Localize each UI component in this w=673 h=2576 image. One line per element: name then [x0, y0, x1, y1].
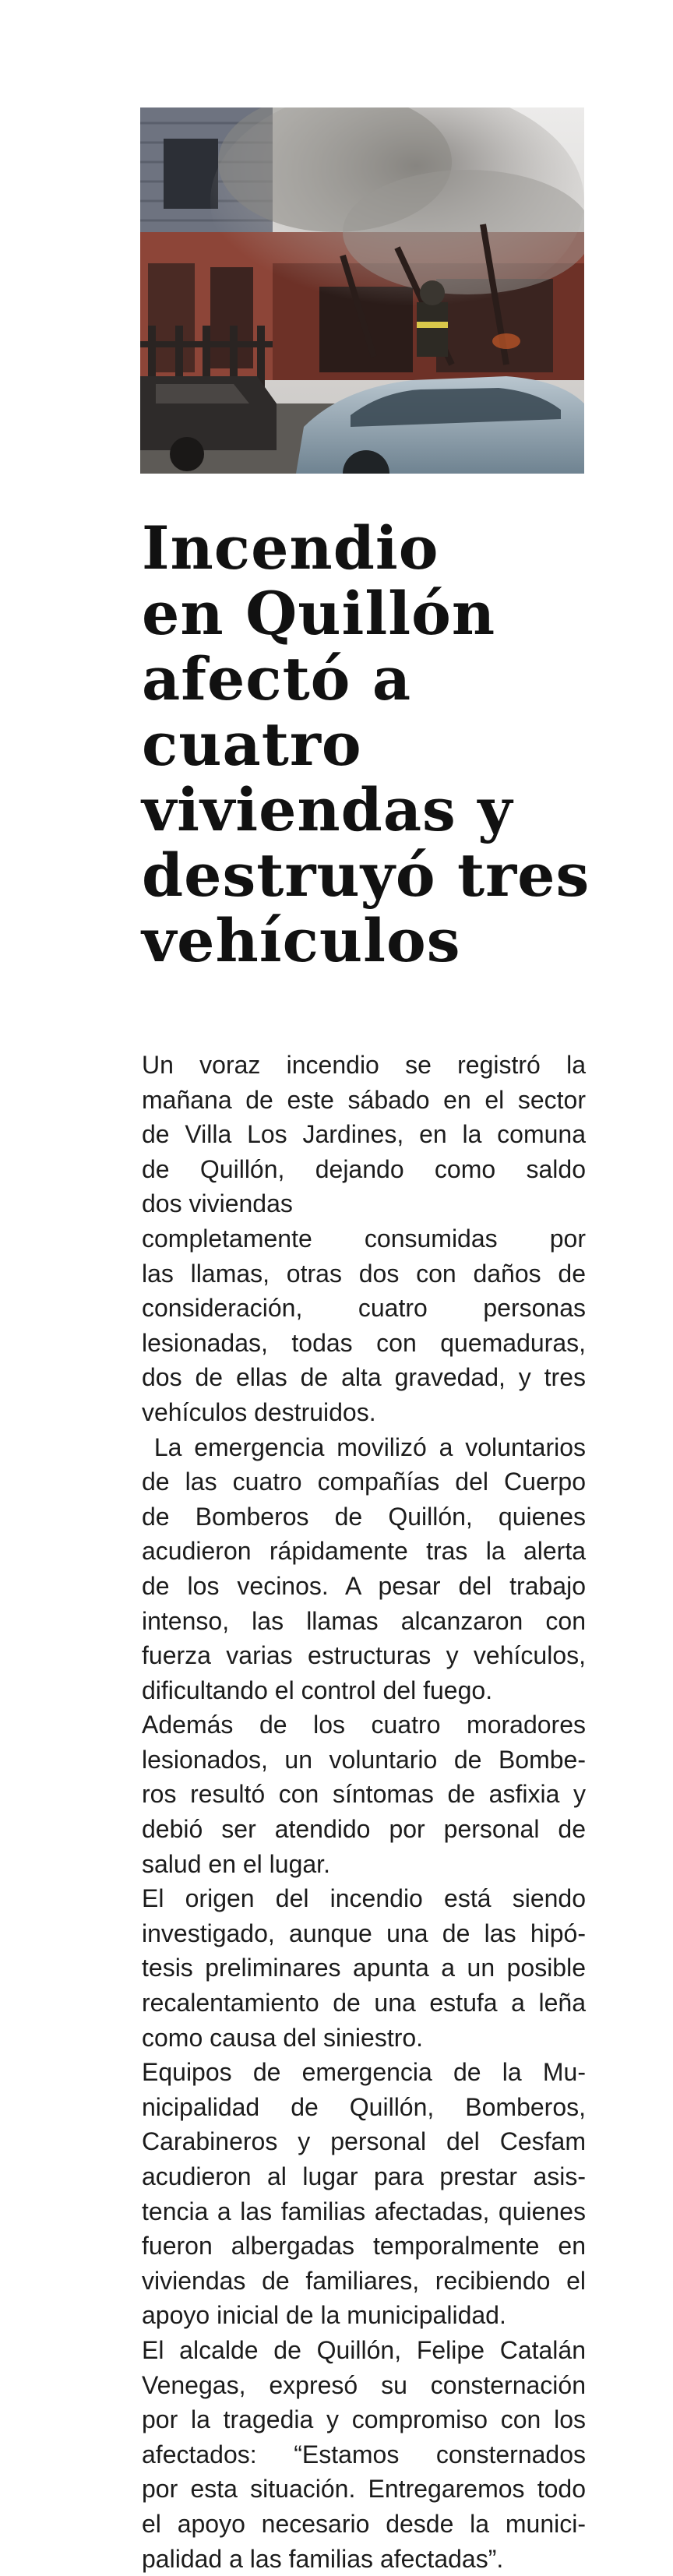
text-line: de los vecinos. A pesar del trabajo: [142, 1571, 586, 1600]
text-line: Además de los cuatro moradores: [142, 1711, 586, 1739]
text-line: fuerza varias estructuras y vehículos,: [142, 1641, 586, 1670]
text-line: el apoyo necesario desde la munici-: [142, 2509, 586, 2538]
article-headline: [142, 513, 609, 975]
text-line: acudieron rápidamente tras la alerta: [142, 1537, 586, 1566]
text-line: tesis preliminares apunta a un posible: [142, 1954, 586, 1982]
text-line: debió ser atendido por personal de: [142, 1815, 586, 1844]
text-line: consideración, cuatro personas: [142, 1294, 586, 1323]
headline-line: viviendas y: [142, 775, 513, 844]
text-line: por la tragedia y compromiso con los: [142, 2405, 586, 2434]
text-line: lesionadas, todas con quemaduras,: [142, 1328, 586, 1357]
text-line: viviendas de familiares, recibiendo el: [142, 2266, 586, 2295]
text-line: ros resultó con síntomas de asfixia y: [142, 1780, 586, 1809]
article-body: [142, 1048, 586, 2576]
text-line: mañana de este sábado en el sector: [142, 1085, 586, 1114]
text-line: Equipos de emergencia de la Mu-: [142, 2058, 586, 2087]
text-line: fueron albergadas temporalmente en: [142, 2232, 586, 2261]
text-line: Un voraz incendio se registró la: [142, 1051, 586, 1079]
headline-line: en Quillón: [142, 579, 496, 648]
article-paragraph: [142, 1430, 586, 1708]
article-paragraph: [142, 2055, 586, 2333]
fire-scene-photo-icon: [140, 107, 584, 474]
text-line: dificultando el control del fuego.: [142, 1676, 493, 1704]
text-line: Venegas, expresó su consternación: [142, 2370, 586, 2399]
text-line: las llamas, otras dos con daños de: [142, 1259, 586, 1288]
text-line: El alcalde de Quillón, Felipe Catalán: [142, 2335, 586, 2364]
text-line: afectados: “Estamos consternados: [142, 2440, 586, 2469]
article-paragraph: [142, 1881, 586, 2055]
text-line: investigado, aunque una de las hipó-: [142, 1919, 586, 1947]
text-line: nicipalidad de Quillón, Bomberos,: [142, 2092, 586, 2121]
headline-line: Incendio: [142, 513, 439, 583]
text-line: como causa del siniestro.: [142, 2023, 424, 2052]
text-line: acudieron al lugar para prestar asis-: [142, 2162, 586, 2190]
text-line: vehículos destruidos.: [142, 1397, 376, 1426]
article-paragraph: [142, 1707, 586, 1881]
text-line: tencia a las familias afectadas, quienes: [142, 2197, 586, 2225]
headline-line: afectó a: [142, 644, 412, 714]
text-line: por esta situación. Entregaremos todo: [142, 2475, 586, 2504]
text-line: El origen del incendio está siendo: [142, 1884, 586, 1913]
text-line: apoyo inicial de la municipalidad.: [142, 2301, 506, 2330]
text-line: dos viviendas: [142, 1189, 293, 1218]
article-paragraph: [142, 2333, 586, 2576]
text-line: intenso, las llamas alcanzaron con: [142, 1606, 586, 1635]
text-line: de Villa Los Jardines, en la comuna: [142, 1120, 586, 1149]
text-line: recalentamiento de una estufa a leña: [142, 1989, 586, 2017]
headline-line: cuatro: [142, 710, 362, 779]
headline-line: destruyó tres: [142, 840, 590, 910]
text-line: palidad a las familias afectadas”.: [142, 2544, 504, 2573]
text-line: de las cuatro compañías del Cuerpo: [142, 1468, 586, 1496]
text-line: de Quillón, dejando como saldo: [142, 1154, 586, 1183]
text-line: completamente consumidas por: [142, 1224, 586, 1253]
article-photo: [140, 107, 584, 474]
text-line: salud en el lugar.: [142, 1849, 330, 1878]
text-line: dos de ellas de alta gravedad, y tres: [142, 1363, 586, 1392]
text-line: Carabineros y personal del Cesfam: [142, 2127, 586, 2156]
article-paragraph: [142, 1048, 586, 1430]
text-line: lesionados, un voluntario de Bombe-: [142, 1745, 586, 1774]
text-line: de Bomberos de Quillón, quienes: [142, 1502, 586, 1531]
text-line: La emergencia movilizó a voluntarios: [142, 1432, 586, 1461]
headline-line: vehículos: [142, 906, 461, 975]
